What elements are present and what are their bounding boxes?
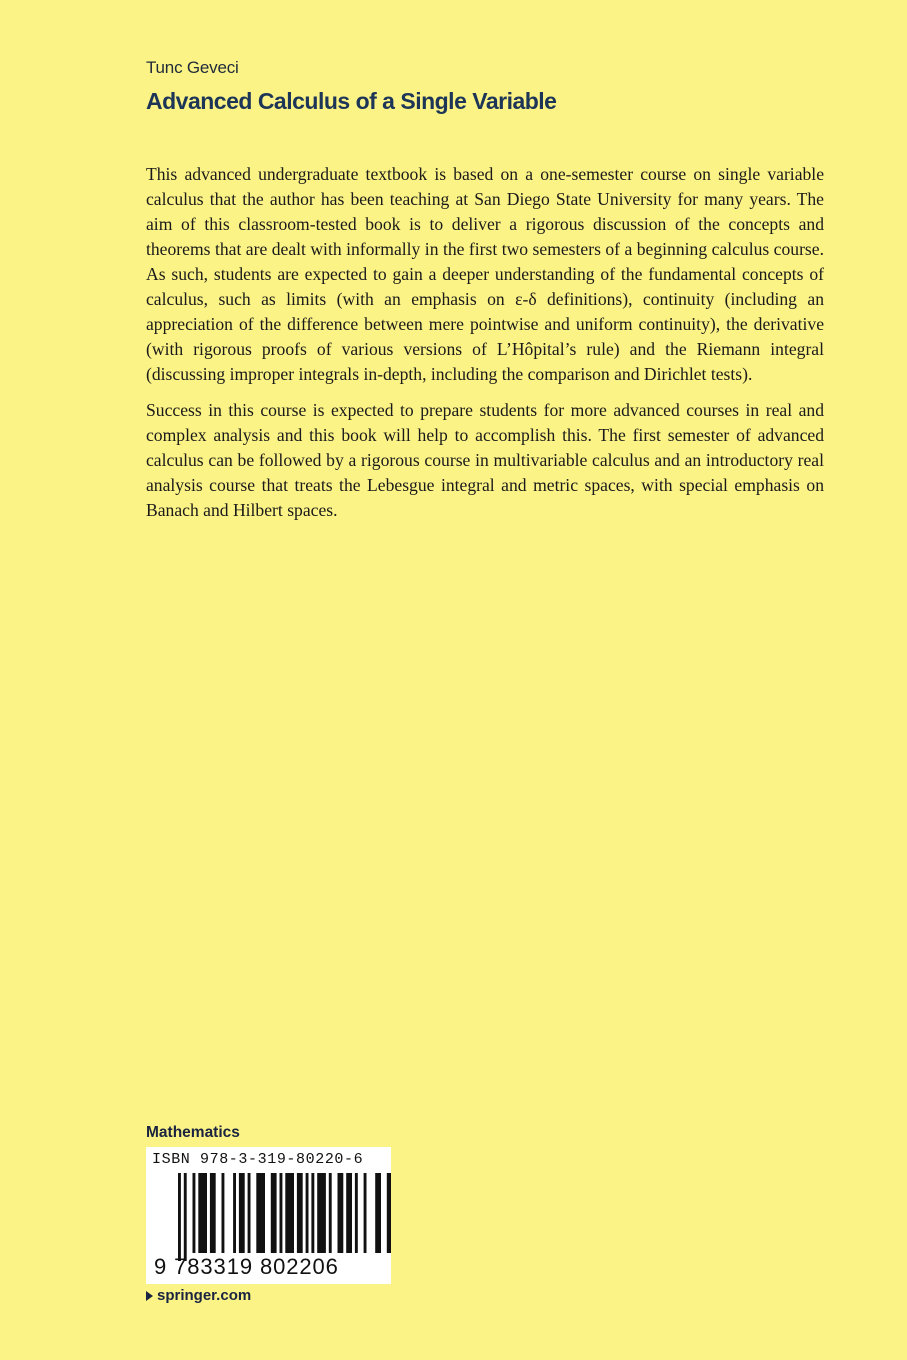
barcode-bar bbox=[256, 1173, 265, 1253]
barcode-bar bbox=[271, 1173, 277, 1253]
barcode-bar bbox=[375, 1173, 381, 1253]
barcode-bar bbox=[198, 1173, 207, 1253]
arrow-right-icon bbox=[146, 1291, 153, 1301]
author-name: Tunc Geveci bbox=[146, 58, 239, 77]
barcode-bar bbox=[239, 1173, 245, 1253]
publisher-link-label: springer.com bbox=[157, 1287, 252, 1304]
barcode-bar bbox=[346, 1173, 352, 1253]
barcode-bar bbox=[387, 1173, 391, 1253]
barcode-bar bbox=[193, 1173, 196, 1253]
barcode-bar bbox=[329, 1173, 332, 1253]
barcode-bar bbox=[338, 1173, 344, 1253]
subject-label: Mathematics bbox=[146, 1124, 240, 1141]
description bbox=[146, 162, 824, 534]
barcode-bar bbox=[280, 1173, 283, 1253]
barcode-bar bbox=[317, 1173, 326, 1253]
barcode bbox=[146, 1147, 391, 1284]
barcode-bar bbox=[248, 1173, 251, 1253]
barcode-bar bbox=[306, 1173, 309, 1253]
publisher-link[interactable] bbox=[146, 1287, 251, 1304]
barcode-bar bbox=[297, 1173, 303, 1253]
book-title: Advanced Calculus of a Single Variable bbox=[146, 88, 557, 114]
barcode-bar bbox=[222, 1173, 225, 1253]
barcode-bar bbox=[210, 1173, 216, 1253]
description-paragraph: This advanced undergraduate textbook is based on a one-semester course on single variable calculus that the author has been teaching at San Diego State University for many years. The aim of this classroom-tested book is to deliver a rigorous discussion of the concepts and theorems that are dealt with informally in the first two semesters of a beginning calculus course. As such, students are expected to gain a deeper understanding of the fundamental concepts of calculus, such as limits (with an emphasis on ε-δ definitions), continuity (including an appreciation of the difference between mere pointwise and uniform continuity), the derivative (with rigorous proofs of various versions of L’Hôpital’s rule) and the Riemann integral (discussing improper integrals in-depth, including the comparison and Dirichlet tests). bbox=[146, 164, 824, 384]
barcode-bar bbox=[355, 1173, 358, 1253]
barcode-bar bbox=[364, 1173, 367, 1253]
ean-number: 9 783319 802206 bbox=[154, 1254, 339, 1279]
barcode-bar bbox=[178, 1173, 181, 1261]
barcode-bar bbox=[311, 1173, 314, 1253]
isbn-text: ISBN 978-3-319-80220-6 bbox=[152, 1151, 364, 1168]
barcode-bar bbox=[285, 1173, 294, 1253]
barcode-bar bbox=[233, 1173, 236, 1253]
description-paragraph: Success in this course is expected to prepare students for more advanced courses in real and complex analysis and this book will help to accomplish this. The first semester of advanced calculus can be followed by a rigorous course in multivariable calculus and an introductory real analysis course that treats the Lebesgue integral and metric spaces, with special emphasis on Banach and Hilbert spaces. bbox=[146, 400, 824, 520]
barcode-bar bbox=[184, 1173, 187, 1261]
